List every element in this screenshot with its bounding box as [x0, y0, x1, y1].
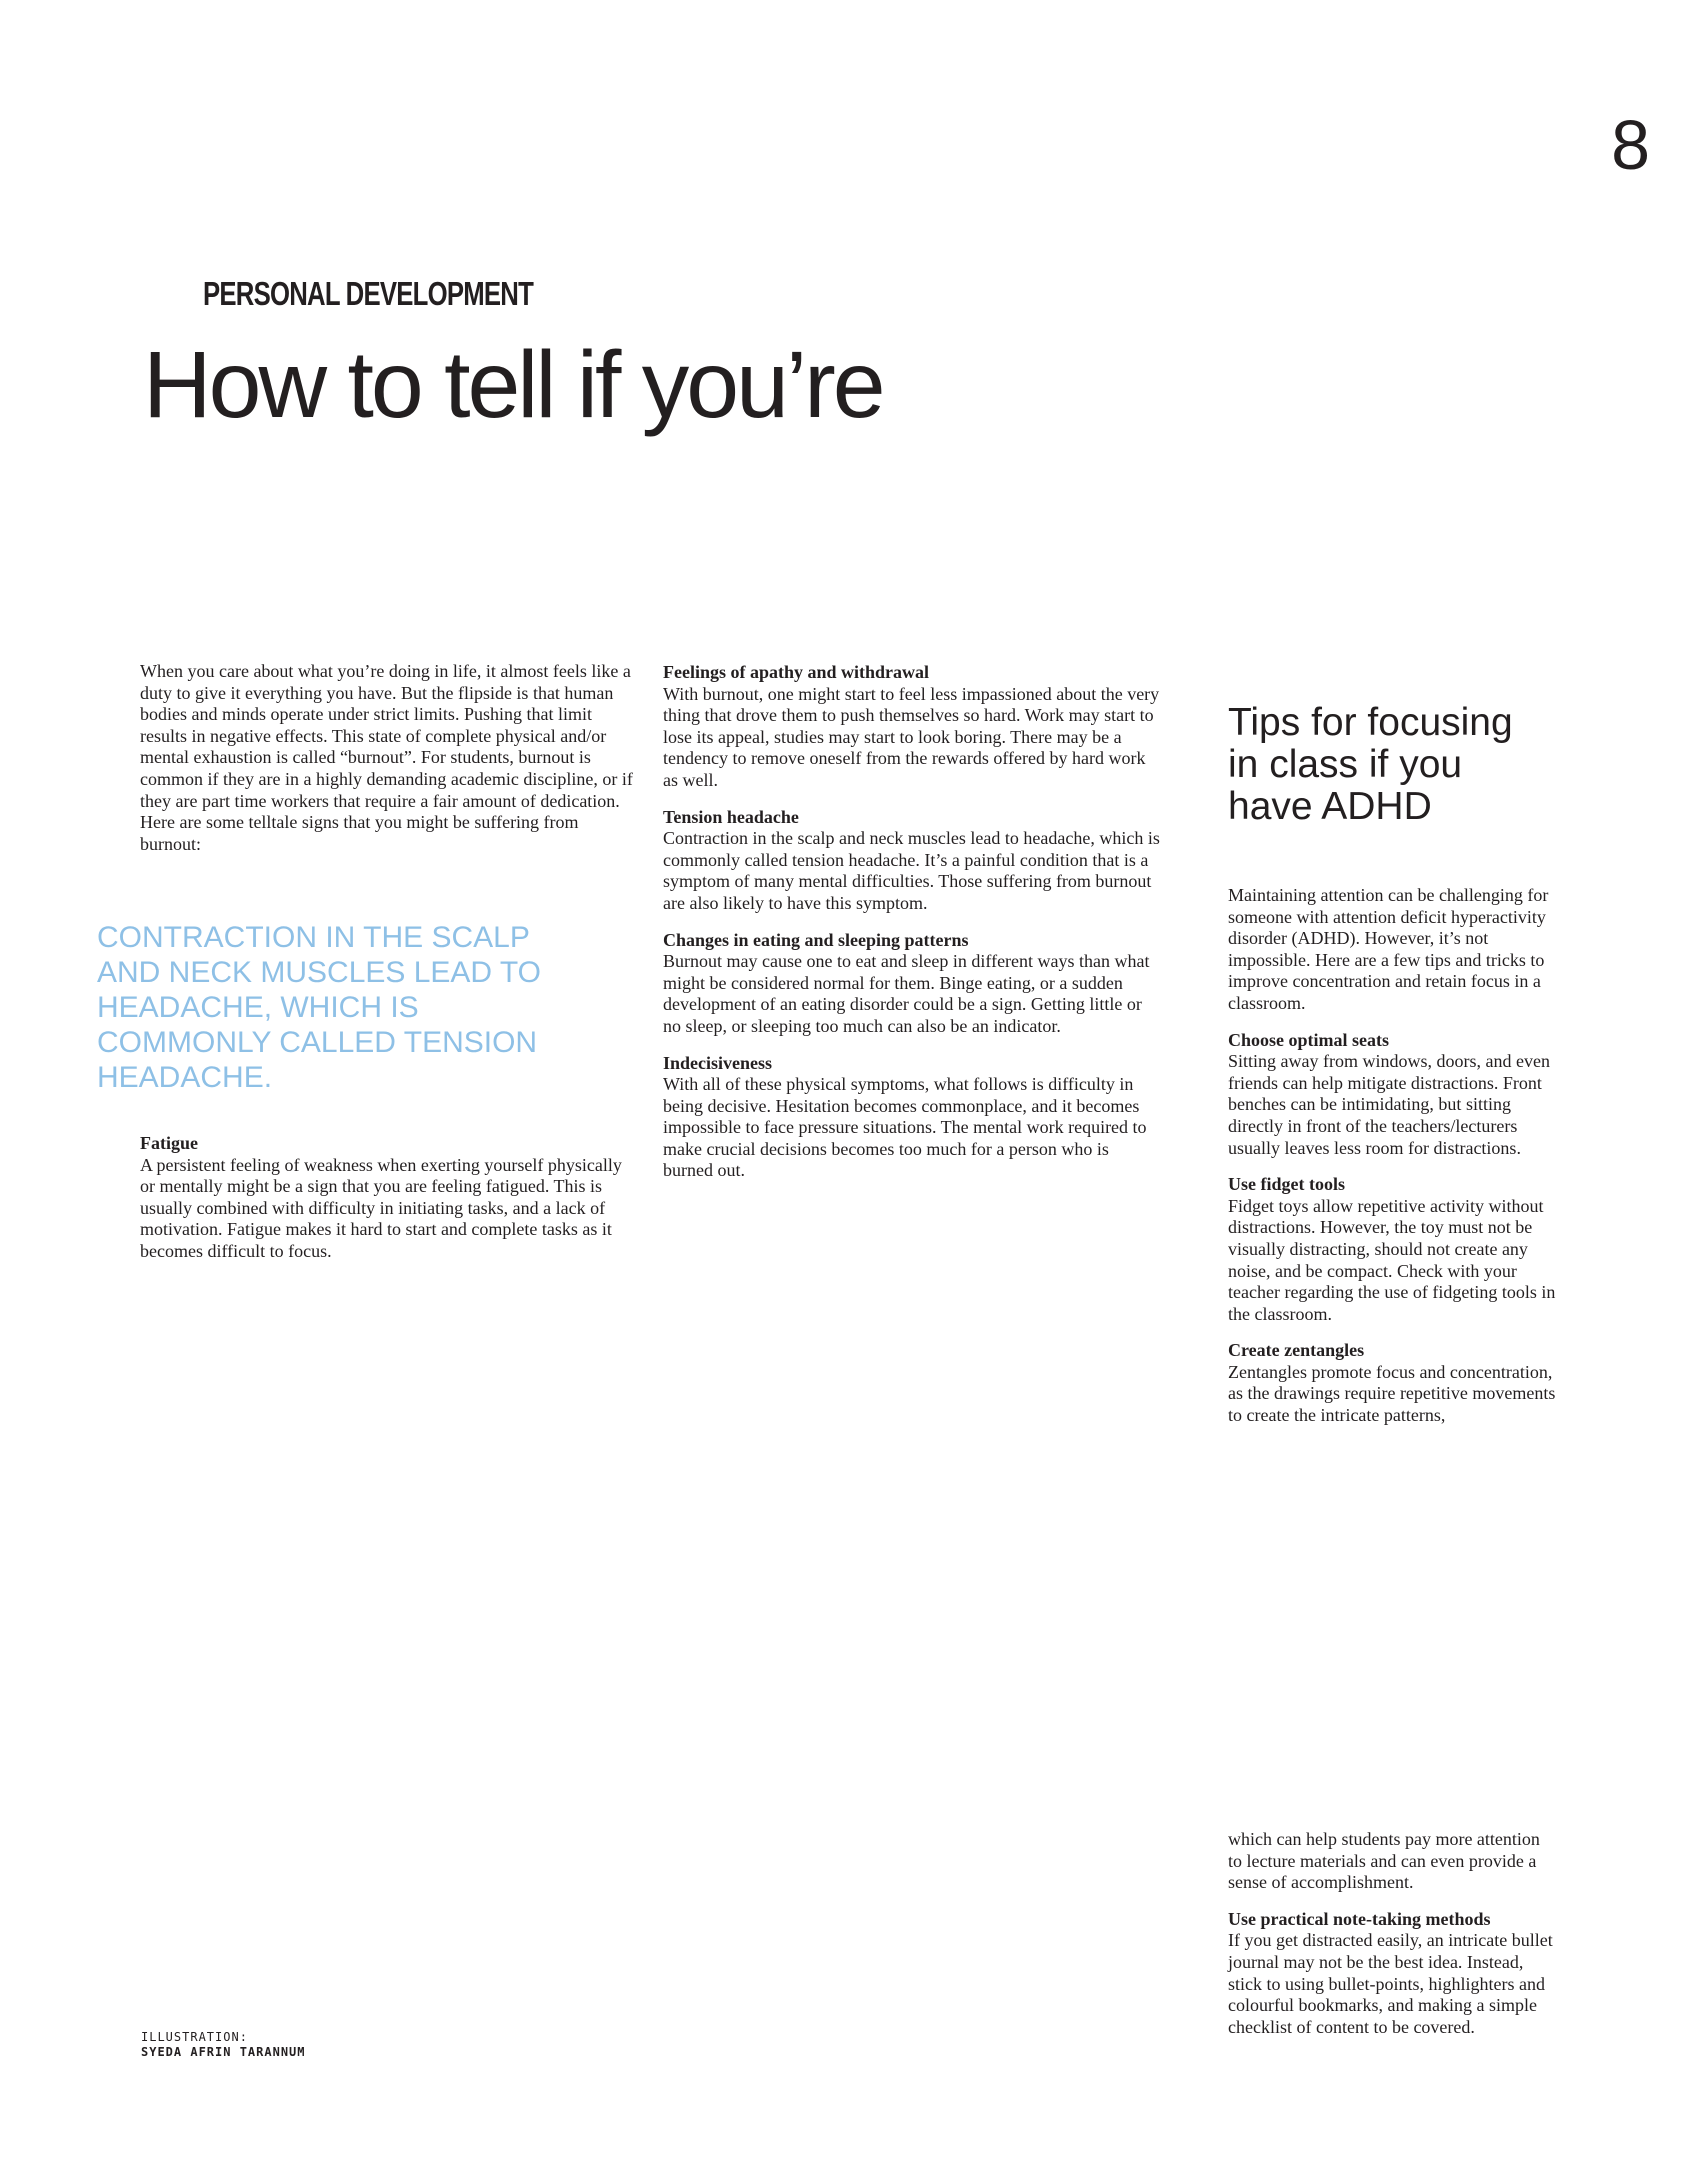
illustration-credit — [141, 2030, 306, 2060]
tip-section — [1228, 1174, 1558, 1325]
credit-name: SYEDA AFRIN TARANNUM — [141, 2045, 306, 2059]
page-number: 8 — [1611, 106, 1650, 184]
sidebar-column — [1228, 885, 1558, 1442]
headline: How to tell if you’re — [143, 332, 883, 438]
tip-heading: Choose optimal seats — [1228, 1029, 1389, 1050]
sign-body: With burnout, one might start to feel less impassioned about the very thing that drove them to push themselves so hard. Work may start to lose its appeal, studies may start to look boring. There may be a tendency to remove oneself from the rewards offered by hard work as well. — [663, 683, 1160, 790]
fatigue-body: A persistent feeling of weakness when exerting yourself physically or mentally might be a sign that you are feeling fatigued. This is usually combined with difficulty in initiating tasks, and a lack of motivation. Fatigue makes it hard to start and complete tasks as it becomes difficult to focus. — [140, 1154, 622, 1261]
sidebar-intro: Maintaining attention can be challenging for someone with attention deficit hyperactivity disorder (ADHD). However, it’s not impossible. Here are a few tips and tricks to improve concentration and retain focus in a classroom. — [1228, 885, 1549, 1013]
signs-column — [663, 662, 1163, 1197]
sign-heading: Changes in eating and sleeping patterns — [663, 929, 969, 950]
tip-heading: Create zentangles — [1228, 1340, 1365, 1361]
sign-section — [663, 930, 1163, 1038]
section-label: PERSONAL DEVELOPMENT — [203, 275, 534, 312]
sidebar-intro-block — [1228, 885, 1558, 1015]
tip-heading: Use fidget tools — [1228, 1174, 1345, 1195]
tip-section — [1228, 1030, 1558, 1160]
tip-body: Sitting away from windows, doors, and even friends can help mitigate distractions. Front benches can be intimidating, but sitting directly in front of the teachers/lecturers usually leaves less room for distractions. — [1228, 1051, 1550, 1158]
fatigue-heading: Fatigue — [140, 1133, 198, 1153]
tip-body: If you get distracted easily, an intricate bullet journal may not be the best idea. Instead, stick to using bullet-points, highlighters and colourful bookmarks, and making a simple checklist of content to be covered. — [1228, 1930, 1553, 2037]
pull-quote: CONTRACTION IN THE SCALP AND NECK MUSCLES LEAD TO HEADACHE, WHICH IS COMMONLY CALLED TENSION HEADACHE. — [97, 921, 542, 1094]
sign-heading: Indecisiveness — [663, 1052, 773, 1073]
tip-section — [1228, 1340, 1558, 1426]
credit-label: ILLUSTRATION: — [141, 2030, 248, 2044]
intro-column — [140, 661, 640, 855]
sign-body: With all of these physical symptoms, what follows is difficulty in being decisive. Hesitation becomes commonplace, and it becomes impossible to face pressure situations. The mental work required to make crucial decisions becomes too much for a person who is burned out. — [663, 1074, 1147, 1181]
tip-body: Zentangles promote focus and concentration, as the drawings require repetitive movements to create the intricate patterns, — [1228, 1361, 1556, 1426]
fatigue-section — [140, 1133, 640, 1263]
tip-body: Fidget toys allow repetitive activity without distractions. However, the toy must not be visually distracting, should not create any noise, and be compact. Check with your teacher regarding the use of fidgeting tools in the classroom. — [1228, 1195, 1556, 1324]
intro-paragraph: When you care about what you’re doing in life, it almost feels like a duty to give it everything you have. But the flipside is that human bodies and minds operate under strict limits. Pushing that limit results in negative effects. This state of complete physical and/or mental exhaustion is called “burnout”. For students, burnout is common if they are in a highly demanding academic discipline, or if they are part time workers that require a fair amount of dedication. Here are some telltale signs that you might be suffering from burnout: — [140, 661, 633, 854]
sign-body: Burnout may cause one to eat and sleep in different ways than what might be considered normal for them. Binge eating, or a sudden development of an eating disorder could be a sign. Getting little or no sleep, or sleeping too much can also be an indicator. — [663, 951, 1150, 1036]
tip-section — [1228, 1909, 1558, 2039]
sign-heading: Feelings of apathy and withdrawal — [663, 662, 930, 682]
sign-section — [663, 662, 1163, 792]
tip-heading: Use practical note-taking methods — [1228, 1908, 1491, 1929]
continued-block — [1228, 1829, 1558, 1894]
continued-text: which can help students pay more attention to lecture materials and can even provide a sense of accomplishment. — [1228, 1829, 1540, 1893]
sign-section — [663, 807, 1163, 915]
sidebar-title: Tips for focusing in class if you have ADHD — [1228, 701, 1513, 828]
sign-body: Contraction in the scalp and neck muscles lead to headache, which is commonly called tension headache. It’s a painful condition that is a symptom of many mental difficulties. Those suffering from burnout are also likely to have this symptom. — [663, 828, 1160, 913]
sign-section — [663, 1053, 1163, 1183]
sign-heading: Tension headache — [663, 806, 799, 827]
sidebar-continuation — [1228, 1829, 1558, 2053]
